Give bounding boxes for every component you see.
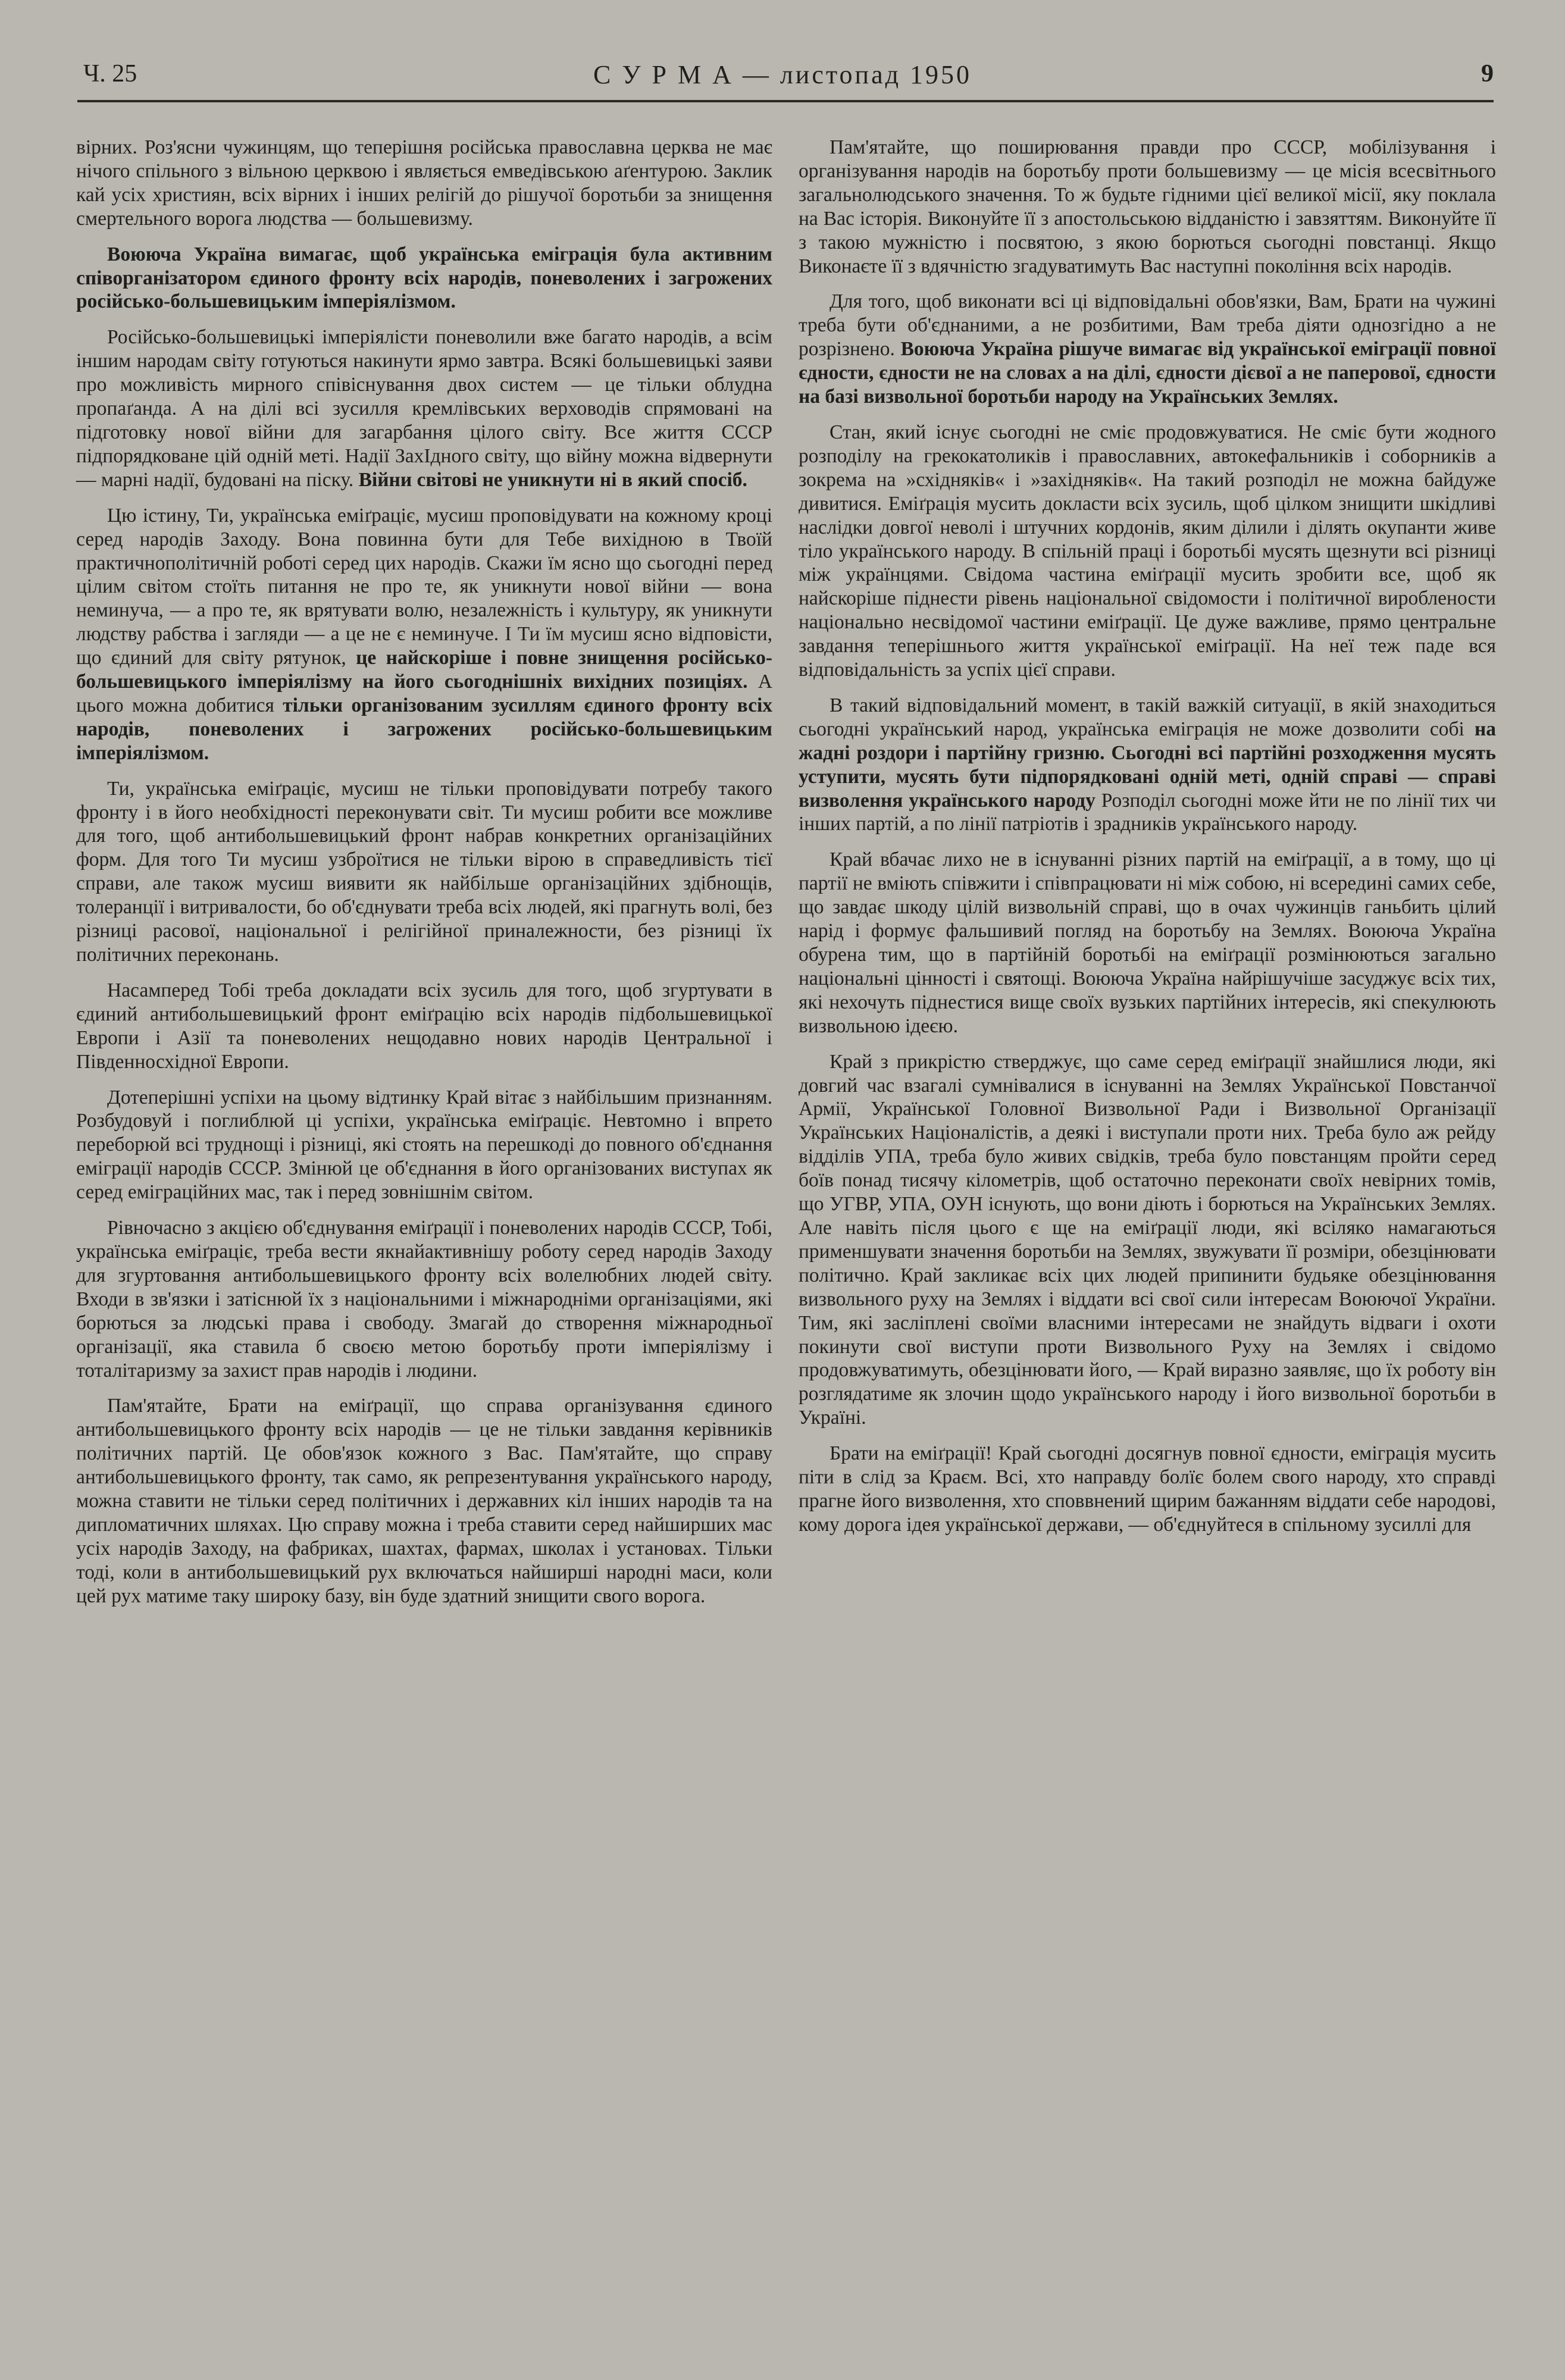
text: Розподіл сьогодні може йти не по лінії тих чи інших партій, а по лінії патріотів і зрадників українського народу.: [799, 789, 1497, 835]
paragraph: [76, 504, 772, 765]
paragraph: [799, 1442, 1496, 1537]
text: Пам'ятайте, що поширювання правди про СССР, мобілізування і організування народів на боротьбу проти большевизму — це місія всесвітнього загальнолюдського значення. То ж будьте гідними цієї великої місії, яку поклала на Вас історія. Виконуйте її з апостольською відданістю і завзяттям. Виконуйте її з такою мужністю і посвятою, з якою борються сьогодні повстанці. Якщо Виконаєте її з вдячністю згадуватимуть Вас наступні покоління всіх народів.: [799, 136, 1496, 277]
text: Ти, українська еміґраціє, мусиш не тільки проповідувати потребу такого фронту і в його необхідності переконувати світ. Ти мусиш робити все можливе для того, щоб антибольшевицький фронт набрав конкретних організаційних форм. Для того Ти мусиш узброїтися не тільки вірою в справедливість тієї справи, але також мусиш виявити як найбільше організаційних здібнощів, толеранції і витривалости, бо об'єднувати треба всіх людей, які прагнуть волі, без різниці расової, національної і релігійної приналежности, без різниці їх політичних переконань.: [76, 777, 772, 966]
text: Російсько-большевицькі імперіялісти поневолили вже багато народів, а всім іншим народам світу готуються накинути ярмо завтра. Всякі большевицькі заяви про можливість мирного співіснування двох систем — це тільки облудна пропаґанда. А на ділі всі зусилля кремлівських верховодів спрямовані на підготовку нової війни для загарбання цілого світу. Все життя СССР підпорядковане цій одній меті. Надії ЗахІдного світу, що війну можна відвернути — марні надії, будовані на піску.: [76, 326, 772, 491]
bold-text: тільки організованим зусиллям єдиного фронту всіх народів, поневолених і загрожених російсько-большевицьким імперіялізмом.: [76, 694, 773, 764]
text: Цю істину, Ти, українська еміґраціє, мусиш проповідувати на кожному кроці серед народів Заходу. Вона повинна бути для Тебе вихідною в Твоїй практичнополітичній роботі серед цих народів. Скажи їм ясно що сьогодні перед цілим світом стоїть питання не про те, як уникнути нової війни — вона неминуча, — а про те, як врятувати волю, незалежність і культуру, як уникнути людству рабства і загляди — а це не є неминуче. І Ти їм мусиш ясно відповісти, що єдиний для світу рятунок,: [76, 504, 772, 669]
bold-text: це найскоріше і повне знищення російсько-большевицького імперіялізму на його сьогоднішніх вихідних позиціях.: [76, 647, 772, 693]
masthead-title: С У Р М А — листопад 1950: [593, 60, 972, 89]
left-column: [76, 136, 772, 1620]
text: В такий відповідальний момент, в такій важкій ситуації, в якій знаходиться сьогодні український народ, українська еміграція не може дозволити собі: [799, 694, 1496, 740]
paragraph: [799, 290, 1496, 409]
text: вірних. Роз'ясни чужинцям, що теперішня російська православна церква не має нічого спільного з вільною церквою і являється емведівською аґентурою. Заклик кай усіх християн, всіх вірних і інших релігій до рішучої боротьби за знищення смертельного ворога людства — большевизму.: [76, 136, 772, 230]
paragraph: [76, 777, 772, 967]
text: Край з прикрістю стверджує, що саме серед еміґрації знайшлися люди, які довгий час взагалі сумнівалися в існуванні на Землях Української Повстанчої Армії, Української Головної Визвольної Ради і Визвольної Організації Українських Націоналістів, а деякі і виступали проти них. Треба було аж рейду відділів УПА, треба було живих свідків, треба було повстанцям пройти серед боїв понад тисячу кілометрів, щоб остаточно переконати своїх невірних томів, що УГВР, УПА, ОУН існують, що вони діють і борються на Українських Землях. Але навіть після цього є ще на еміґрації люди, які всіляко намагаються применшувати значення боротьби на Землях, звужувати її розміри, обезцінювати політично. Край закликає всіх цих людей припинити будьяке обезцінювання визвольного руху на Землях і віддати всі свої сили інтересам Воюючої України. Тим, які засліплені своїми власними інтересами не знайдуть відваги і охоти покинути свої виступи проти Визвольного Руху на Землях і свідомо продовжуватимуть, обезцінювати його, — Край виразно заявляє, що їх роботу він розглядатиме як злочин щодо українського народу і його визвольної боротьби в Україні.: [799, 1050, 1496, 1429]
paragraph: [76, 1394, 772, 1608]
text: Стан, який існує сьогодні не сміє продовжуватися. Не сміє бути жодного розподілу на грекокатоликів і православних, автокефальників і соборників а зокрема на »східняків« і »західняків«. На такий розподіл не можна байдуже дивитися. Еміґрація мусить докласти всіх зусиль, щоб цілком знищити шкідливі наслідки довгої неволі і штучних кордонів, яким ділили і ділять окупанти живе тіло українського народу. В спільній праці і боротьбі мусять щезнути всі різниці між українцями. Свідома частина еміґрації мусить зробити все, щоб як найскоріше піднести рівень національної свідомости і політичної вироблености національно несвідомої частини еміґрації. Це дуже важливе, прямо центральне завдання теперішнього життя української еміґрації. На неї теж паде вся відповідальність за успіх цієї справи.: [799, 421, 1496, 681]
paragraph: [76, 325, 772, 491]
text: А цього можна добитися: [76, 671, 772, 716]
text: Брати на еміґрації! Край сьогодні досягнув повної єдности, еміграція мусить піти в слід за Краєм. Всі, хто направду болїє болем свого народу, хто справді прагне його визволення, хто споввнений щирим бажанням віддати себе народові, кому дорога ідея української держави, — об'єднуйтеся в спільному зусиллі для: [799, 1442, 1496, 1536]
bold-text: Воююча Україна рішуче вимагає від української еміграції повної єдности, єдности не на словах а на ділі, єдности дієвої а не паперової, єдности на базі визвольної боротьби народу на Українських Землях.: [799, 338, 1496, 408]
bold-text: Воююча Україна вимагає, щоб українська еміграція була активним співорганізатором єдиного фронту всіх народів, поневолених і загрожених російсько-большевицьким імперіялізмом.: [76, 243, 772, 313]
paragraph: [76, 979, 772, 1074]
paragraph: [799, 694, 1496, 836]
paragraph: [76, 1216, 772, 1382]
paragraph: [76, 243, 772, 314]
bold-text: на жадні роздори і партійну гризню. Сьогодні всі партійні розходження мусять уступити, мусять бути підпорядковані одній меті, одній справі — справі визволення українського народу: [799, 718, 1496, 812]
paragraph: [799, 1050, 1496, 1430]
text: Дотеперішні успіхи на цьому відтинку Край вітає з найбільшим признанням. Розбудовуй і поглиблюй ці успіхи, українська еміґраціє. Невтомно і впрето переборюй всі труднощі і різниці, які стоять на перешкоді до повного об'єднання еміграції народів СССР. Змінюй це об'єднання в його організованих виступах як серед еміграційних мас, так і перед зовнішнім світом.: [76, 1086, 772, 1204]
paragraph: [799, 136, 1496, 278]
paragraph: [76, 1086, 772, 1205]
paragraph: [799, 421, 1496, 682]
text: Рівночасно з акцією об'єднування еміґрації і поневолених народів СССР, Тобі, українська еміґраціє, треба вести якнайактивнішу роботу серед народів Заходу для згуртовання антибольшевицького фронту всіх волелюбних людей світу. Входи в зв'язки і затіснюй їх з національними і міжнародніми організаціями, які борються за людські права і свободу. Змагай до створення міжнародньої організації, яка ставила б своєю метою боротьбу проти імперіялізму і тоталітаризму за захист прав народів і людини.: [76, 1217, 772, 1382]
text: Пам'ятайте, Брати на еміґрації, що справа організування єдиного антибольшевицького фронту всіх народів — це не тільки завдання керівників політичних партій. Це обов'язок кожного з Вас. Пам'ятайте, що справу антибольшевицького фронту, так само, як репрезентування українського народу, можна ставити не тільки серед політичних і державних кіл інших народів та на дипломатичних шляхах. Цю справу можна і треба ставити серед найширших мас усіх народів Заходу, на фабриках, шахтах, фармах, школах і установах. Тільки тоді, коли в антибольшевицький рух включаться найширші народні маси, коли цей рух матиме таку широку базу, він буде здатний знищити свого ворога.: [76, 1395, 772, 1607]
text: Для того, щоб виконати всі ці відповідальні обов'язки, Вам, Брати на чужині треба бути об'єднаними, а не розбитими, Вам треба діяти однозгідно а не розрізнено.: [799, 290, 1496, 361]
text: Край вбачає лихо не в існуванні різних партій на еміґрації, а в тому, що ці партії не вміють співжити і співпрацювати ні між собою, ні всередині самих себе, що завдає шкоду цілій визвольній справі, що в очах чужинців ганьбить цілий нарід і формує фальшивий погляд на боротьбу на Землях. Воююча Україна обурена тим, що в партійній боротьбі на еміґрації розмінюються загально національні цінності і святощі. Воююча Україна найрішучіше засуджує всіх тих, які нехочуть піднестися вище своїх вузьких партійних інтересів, які спекулюють визвольною ідеєю.: [799, 848, 1496, 1037]
bold-text: Війни світові не уникнути ні в який спосіб.: [358, 468, 747, 491]
right-column: [799, 136, 1496, 1549]
paragraph: [76, 136, 772, 231]
page-number: 9: [1481, 60, 1494, 87]
header-rule: [77, 100, 1494, 102]
text: Насамперед Тобі треба докладати всіх зусиль для того, щоб згуртувати в єдиний антибольшевицький фронт еміґрацію всіх народів підбольшевицької Европи і Азії та поневолених нещодавно нових народів Центральної і Південносхідної Европи.: [76, 979, 772, 1073]
issue-number: Ч. 25: [83, 60, 137, 87]
paragraph: [799, 848, 1496, 1038]
